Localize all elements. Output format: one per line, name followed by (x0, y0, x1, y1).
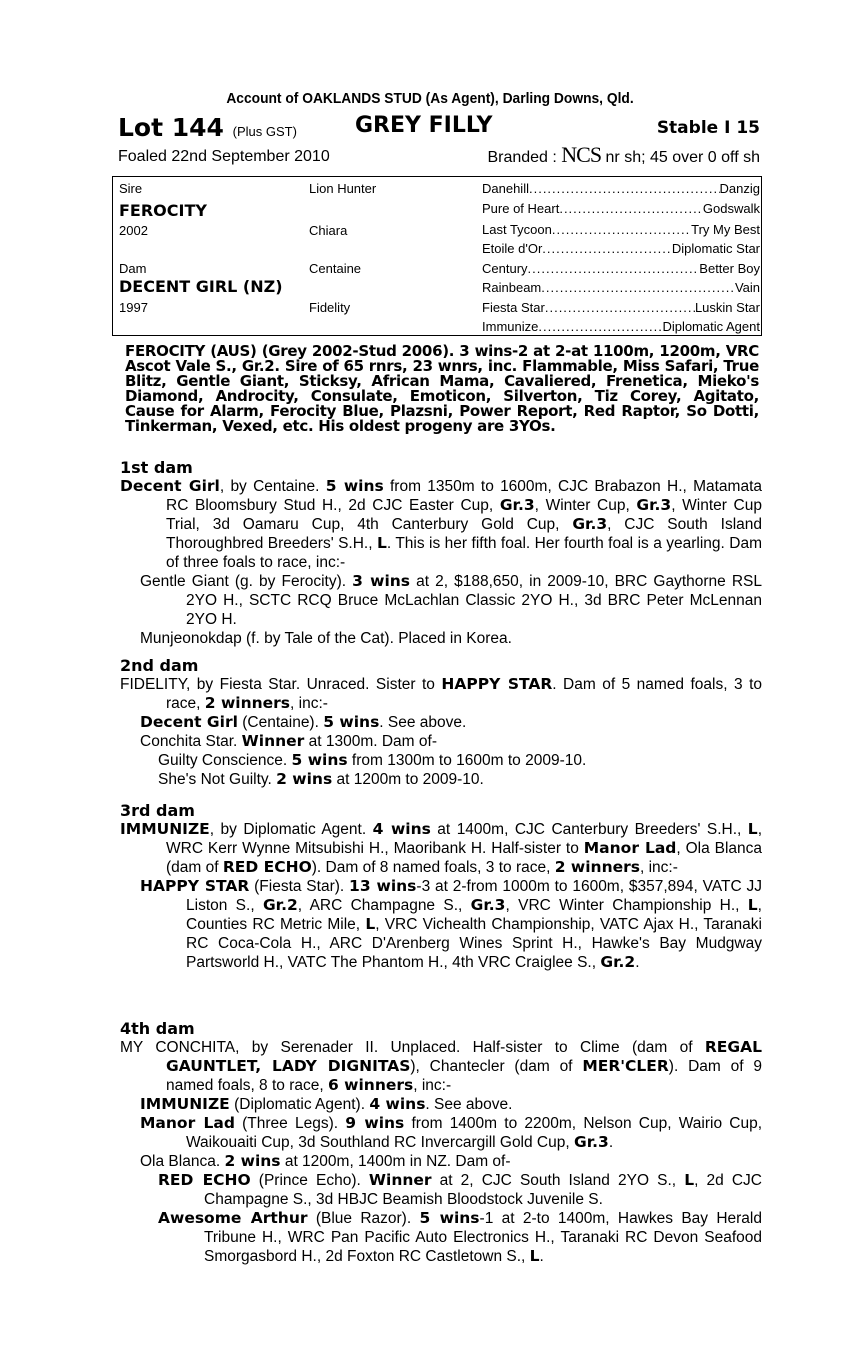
ancestor-row: Immunize ..... Diplomatic Agent (482, 319, 760, 334)
section-heading: 1st dam (120, 458, 193, 477)
section-heading: 3rd dam (120, 801, 195, 820)
sire-summary: FEROCITY (AUS) (Grey 2002-Stud 2006). 3 wins-2 at 2-at 1100m, 1200m, VRC Ascot Vale S., Gr.2. Sire of 65 rnrs, 23 wnrs, inc. Flammable, Miss Safari, True Blitz, Gentle Giant, Sticksy, African Mama, Cavaliered, Frenetica, Mieko's Diamond, Androcity, Consulate, Emoticon, Silverton, Tiz Corey, Agitato, Cause for Alarm, Ferocity Blue, Plazsni, Power Report, Red Raptor, So Dotti, Tinkerman, Vexed, etc. His oldest progeny are 3YOs. (125, 342, 759, 435)
section-heading: 2nd dam (120, 656, 199, 675)
dam-entry: MY CONCHITA, by Serenader II. Unplaced. Half-sister to Clime (dam of REGAL GAUNTLET, LADY DIGNITAS), Chantecler (dam of MER'CLER). Dam of 9 named foals, 8 to race, 6 winners, inc:- (120, 1038, 762, 1094)
sire-sire: Lion Hunter (309, 181, 377, 196)
progeny-entry: Gentle Giant (g. by Ferocity). 3 wins at 2, $188,650, in 2009-10, BRC Gaythorne RSL 2YO H., SCTC RCQ Bruce McLachlan Classic 2YO H., 3d BRC Peter McLennan 2YO H. (140, 572, 762, 628)
ancestor-row: Century ..... Better Boy (482, 261, 760, 276)
ancestor-row: Pure of Heart ..... Godswalk (482, 201, 760, 216)
progeny-entry: Awesome Arthur (Blue Razor). 5 wins-1 at 2-to 1400m, Hawkes Bay Herald Tribune H., WRC Pan Pacific Auto Electronics H., Taranaki RC Devon Seafood Smorgasbord H., 2d Foxton RC Castletown S., L. (158, 1209, 762, 1265)
progeny-entry: Conchita Star. Winner at 1300m. Dam of- (140, 732, 437, 750)
progeny-entry: Munjeonokdap (f. by Tale of the Cat). Placed in Korea. (140, 630, 512, 647)
dam-dam: Fidelity (309, 300, 351, 315)
branded-suffix: nr sh; 45 over 0 off sh (605, 149, 760, 166)
dam-entry: Decent Girl, by Centaine. 5 wins from 1350m to 1600m, CJC Brabazon H., Matamata RC Bloomsbury Stud H., 2d CJC Easter Cup, Gr.3, Winter Cup, Gr.3, Winter Cup Trial, 3d Oamaru Cup, 4th Canterbury Gold Cup, Gr.3, CJC South Island Thoroughbred Breeders' S.H., L. This is her fifth foal. Her fourth foal is a yearling. Dam of three foals to race, inc:- (120, 477, 763, 571)
gst-note: (Plus GST) (232, 124, 297, 139)
second-dam-section (120, 656, 762, 789)
third-dam-section (120, 801, 762, 972)
progeny-entry: IMMUNIZE (Diplomatic Agent). 4 wins. See above. (140, 1095, 513, 1113)
progeny-entry: Manor Lad (Three Legs). 9 wins from 1400m to 2200m, Nelson Cup, Wairio Cup, Waikouaiti Cup, 3d Southland RC Invercargill Gold Cup, Gr.3. (140, 1114, 763, 1151)
progeny-entry: She's Not Guilty. 2 wins at 1200m to 2009-10. (158, 770, 484, 788)
sire-year: 2002 (119, 223, 148, 238)
lot-label: Lot 144 (118, 113, 224, 142)
sire-name: FEROCITY (119, 201, 207, 220)
progeny-entry: Guilty Conscience. 5 wins from 1300m to 1600m to 2009-10. (158, 751, 587, 769)
ancestor-row: Danehill ..... Danzig (482, 181, 760, 196)
sire-dam: Chiara (309, 223, 348, 238)
progeny-entry: Ola Blanca. 2 wins at 1200m, 1400m in NZ. Dam of- (140, 1152, 511, 1170)
ancestor-row: Rainbeam ..... Vain (482, 280, 760, 295)
lot-number (118, 113, 297, 142)
pedigree-table (112, 176, 762, 336)
dam-year: 1997 (119, 300, 148, 315)
section-heading: 4th dam (120, 1019, 195, 1038)
stable-number: Stable I 15 (656, 118, 760, 138)
dam-entry: IMMUNIZE, by Diplomatic Agent. 4 wins at 1400m, CJC Canterbury Breeders' S.H., L, WRC Kerr Wynne Mitsubishi H., Maoribank H. Half-sister to Manor Lad, Ola Blanca (dam of RED ECHO). Dam of 8 named foals, 3 to race, 2 winners, inc:- (120, 820, 763, 876)
ancestor-row: Fiesta Star ..... Luskin Star (482, 300, 760, 315)
dam-name: DECENT GIRL (NZ) (119, 277, 283, 296)
branded-prefix: Branded : (487, 149, 557, 166)
brand-mark: NCS (561, 142, 602, 167)
fourth-dam-section (120, 1019, 762, 1266)
progeny-entry: RED ECHO (Prince Echo). Winner at 2, CJC South Island 2YO S., L, 2d CJC Champagne S., 3d HBJC Beamish Bloodstock Juvenile S. (158, 1171, 762, 1208)
foaled-date: Foaled 22nd September 2010 (118, 148, 330, 165)
progeny-entry: HAPPY STAR (Fiesta Star). 13 wins-3 at 2-from 1000m to 1600m, $357,894, VATC JJ Liston S., Gr.2, ARC Champagne S., Gr.3, VRC Winter Championship H., L, Counties RC Metric Mile, L, VRC Vichealth Championship, VATC Ajax H., Taranaki RC Coca-Cola H., ARC D'Arenberg Wines Sprint H., Hawke's Bay Mudgway Partsworld H., VATC The Phantom H., 4th VRC Craiglee S., Gr.2. (140, 877, 762, 971)
brand-info (487, 142, 760, 168)
horse-description: GREY FILLY (355, 113, 493, 138)
sire-label: Sire (119, 181, 143, 196)
first-dam-section (120, 458, 762, 648)
dam-sire: Centaine (309, 261, 362, 276)
progeny-entry: Decent Girl (Centaine). 5 wins. See above. (140, 713, 467, 731)
dam-label: Dam (119, 261, 147, 276)
ancestor-row: Etoile d'Or ..... Diplomatic Star (482, 241, 760, 256)
vendor-account: Account of OAKLANDS STUD (As Agent), Darling Downs, Qld. (226, 90, 634, 107)
dam-entry: FIDELITY, by Fiesta Star. Unraced. Sister to HAPPY STAR. Dam of 5 named foals, 3 to race, 2 winners, inc:- (120, 675, 762, 712)
ancestor-row: Last Tycoon ..... Try My Best (482, 222, 760, 237)
